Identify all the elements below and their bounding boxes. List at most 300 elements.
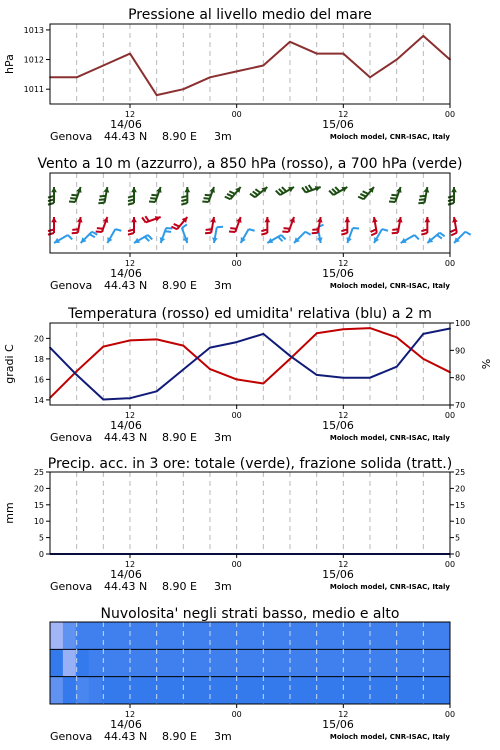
wind-barb-feather (205, 195, 211, 196)
wind-barb-feather (389, 201, 395, 202)
wind-barb-1 (128, 217, 137, 235)
wind-barb-1 (48, 217, 57, 235)
wind-barb-feather (165, 231, 171, 232)
wind-barb-2 (389, 187, 402, 202)
wind-barb-feather (332, 189, 336, 193)
precip-location-alt: 3m (214, 580, 232, 593)
temp-y-tick-label: 18 (33, 354, 44, 364)
cloud-cell (360, 677, 373, 704)
pressure-hour-label: 00 (231, 110, 242, 119)
wind-barb-1 (341, 217, 350, 235)
temp-credit: Moloch model, CNR-ISAC, Italy (329, 434, 450, 442)
temp-y-tick-label: 14 (33, 395, 44, 405)
wind-barb-feather (353, 228, 359, 229)
wind-barb-2 (329, 187, 347, 195)
wind-barb-0 (267, 235, 285, 243)
cloud-cell (347, 649, 360, 676)
cloud-cell (321, 622, 334, 649)
humidity-ylabel: % (480, 358, 493, 370)
humidity-line-point (209, 347, 211, 349)
pressure-credit: Moloch model, CNR-ISAC, Italy (329, 133, 450, 141)
wind-barb-2 (225, 187, 241, 199)
temp-day-label: 14/06 (110, 419, 142, 432)
wind-barb-1 (421, 217, 430, 235)
precip-y-tick-label: 25 (33, 468, 44, 477)
wind-barb-1 (371, 217, 378, 235)
wind-barb-feather (250, 194, 255, 198)
cloud-cell (295, 622, 308, 649)
wind-barb-feather (391, 195, 397, 196)
wind-barb-feather (371, 229, 377, 232)
pressure-ylabel: hPa (3, 54, 16, 74)
pressure-line-point (396, 59, 398, 61)
precip-hour-label: 12 (124, 560, 136, 569)
pressure-line-point (236, 71, 238, 73)
temperature-line-point (209, 368, 211, 370)
humidity-line-point (316, 374, 318, 376)
wind-barb-feather (72, 233, 78, 234)
wind-barb-2 (149, 187, 162, 202)
cloud-credit: Moloch model, CNR-ISAC, Italy (329, 733, 450, 741)
pressure-day-label: 14/06 (110, 118, 142, 131)
wind-hour-label: 00 (231, 259, 242, 268)
cloud-location-lon: 8.90 E (162, 730, 197, 743)
pressure-line-point (156, 94, 158, 96)
cloud-cell (360, 649, 373, 676)
wind-barb-feather (48, 233, 54, 235)
precip-y-tick-label: 20 (33, 484, 44, 494)
wind-barb-head (131, 217, 137, 222)
pressure-line-point (369, 76, 371, 78)
humidity-line-point (396, 366, 398, 368)
pressure-line-point (209, 76, 211, 78)
wind-barb-feather (48, 203, 54, 205)
cloud-cell (218, 677, 231, 704)
cloud-cell (127, 622, 140, 649)
wind-barb-feather (149, 201, 155, 202)
temperature-line-point (262, 383, 264, 385)
humidity-line-point (369, 377, 371, 379)
cloud-cell (63, 677, 76, 704)
precip-hour-label: 12 (338, 560, 349, 569)
precip-y-tick-label: 5 (38, 533, 44, 543)
cloud-cell (115, 649, 128, 676)
wind-barb-feather (249, 229, 255, 231)
wind-barb-feather (278, 237, 282, 241)
temperature-line-point (129, 340, 131, 342)
wind-barb-2 (202, 187, 215, 202)
cloud-location-lat: 44.43 N (104, 730, 148, 743)
humidity-line-point (422, 333, 424, 335)
precip-right-y-tick-label: 20 (455, 484, 466, 494)
temp-location-name: Genova (50, 431, 93, 444)
cloud-cell (89, 622, 102, 649)
wind-location-lat: 44.43 N (104, 279, 148, 292)
temperature-line-point (422, 358, 424, 360)
wind-barb-feather (302, 187, 306, 192)
cloud-day-label: 15/06 (322, 718, 354, 731)
cloud-cell (50, 677, 63, 704)
wind-barb-1 (451, 217, 458, 235)
cloud-cell (140, 649, 153, 676)
wind-barb-feather (217, 227, 223, 228)
wind-barb-feather (229, 231, 235, 232)
pressure-line (50, 36, 450, 95)
wind-barb-feather (69, 201, 75, 202)
pressure-line-point (422, 35, 424, 37)
wind-barb-2 (128, 187, 137, 205)
wind-barb-feather (309, 185, 313, 190)
wind-barb-feather (142, 217, 146, 222)
wind-barb-0 (54, 235, 72, 243)
cloud-cell (166, 649, 179, 676)
cloud-cell (308, 677, 321, 704)
wind-barb-feather (71, 195, 77, 196)
pressure-line-point (262, 65, 264, 67)
pressure-line-point (76, 76, 78, 78)
wind-barb-feather (174, 224, 180, 227)
humidity-y-tick-label: 80 (455, 373, 466, 383)
wind-barb-feather (448, 203, 454, 205)
humidity-y-tick-label: 100 (455, 319, 471, 328)
humidity-line-point (182, 369, 184, 371)
temp-day-label: 15/06 (322, 419, 354, 432)
cloud-cell (282, 649, 295, 676)
wind-barb-feather (128, 233, 134, 235)
cloud-cell (295, 677, 308, 704)
wind-barb-1 (229, 217, 242, 232)
temp-ylabel: gradi C (3, 344, 16, 384)
wind-barb-0 (182, 224, 188, 243)
humidity-line-point (289, 355, 291, 357)
wind-barb-1 (96, 217, 109, 232)
cloud-cell (347, 677, 360, 704)
cloud-title: Nuvolosita' negli strati basso, medio e alto (100, 606, 400, 622)
cloud-cell (269, 649, 282, 676)
wind-barb-feather (98, 203, 104, 204)
wind-hour-label: 12 (124, 259, 136, 268)
wind-barb-feather (465, 232, 470, 235)
cloud-cell (205, 649, 218, 676)
wind-barb-head (131, 187, 137, 192)
cloud-cell (347, 622, 360, 649)
cloud-day-label: 14/06 (110, 718, 142, 731)
wind-barb-feather (382, 229, 388, 231)
cloud-cell (153, 622, 166, 649)
precip-location-name: Genova (50, 580, 93, 593)
cloud-hour-label: 00 (231, 710, 242, 719)
precip-y-tick-label: 15 (33, 500, 44, 510)
cloud-cell (127, 677, 140, 704)
temp-hour-label: 12 (338, 411, 349, 420)
cloud-cell (373, 622, 386, 649)
cloud-cell (115, 622, 128, 649)
humidity-line-point (76, 374, 78, 376)
wind-barb-head (264, 217, 270, 222)
cloud-cell (166, 622, 179, 649)
wind-barb-feather (341, 233, 347, 235)
wind-barb-0 (241, 229, 255, 243)
cloud-cell (140, 622, 153, 649)
cloud-cell (308, 622, 321, 649)
precip-frame (50, 472, 450, 554)
cloud-cell (424, 677, 437, 704)
wind-barb-feather (99, 199, 105, 200)
temp-location-lon: 8.90 E (162, 431, 197, 444)
pressure-location-lon: 8.90 E (162, 130, 197, 143)
cloud-cell (127, 649, 140, 676)
wind-barb-feather (68, 235, 72, 239)
wind-barb-feather (225, 197, 231, 200)
pressure-location-alt: 3m (214, 130, 232, 143)
cloud-cell (411, 622, 424, 649)
temperature-line-point (236, 378, 238, 380)
precip-title: Precip. acc. in 3 ore: totale (verde), frazione solida (tratt.) (47, 456, 453, 472)
cloud-cell (63, 622, 76, 649)
wind-barb-feather (276, 191, 280, 195)
wind-barb-feather (151, 195, 157, 196)
precip-y-tick-label: 10 (33, 517, 44, 527)
cloud-cell (411, 677, 424, 704)
wind-barb-feather (335, 187, 339, 191)
temp-y-tick-label: 20 (33, 334, 44, 344)
cloud-location-alt: 3m (214, 730, 232, 743)
cloud-cell (63, 649, 76, 676)
wind-barb-feather (440, 233, 445, 237)
wind-hour-label: 00 (444, 259, 456, 268)
wind-day-label: 14/06 (110, 267, 142, 280)
precip-right-y-tick-label: 0 (455, 550, 461, 559)
precip-day-label: 15/06 (322, 568, 354, 581)
cloud-cell (398, 649, 411, 676)
wind-barb-feather (89, 234, 94, 237)
cloud-cell (244, 622, 257, 649)
cloud-location-name: Genova (50, 730, 93, 743)
wind-barb-feather (329, 191, 333, 195)
cloud-cell (50, 649, 63, 676)
temperature-line-point (316, 332, 318, 334)
wind-barb-0 (427, 233, 444, 243)
wind-barb-feather (305, 232, 310, 235)
pressure-y-tick-label: 1012 (23, 55, 44, 65)
temp-hour-label: 00 (231, 411, 242, 420)
wind-location-lon: 8.90 E (162, 279, 197, 292)
cloud-cell (192, 677, 205, 704)
wind-barb-feather (392, 229, 398, 230)
wind-barb-1 (171, 217, 187, 229)
cloud-cell (437, 677, 450, 704)
precip-y-tick-label: 0 (38, 550, 44, 559)
cloud-cell (360, 622, 373, 649)
cloud-cell (295, 649, 308, 676)
pressure-line-point (102, 65, 104, 67)
cloud-cell (192, 649, 205, 676)
precip-right-y-tick-label: 25 (455, 468, 466, 477)
cloud-cell (231, 677, 244, 704)
wind-barb-feather (182, 224, 187, 228)
wind-barb-0 (134, 235, 152, 243)
wind-title: Vento a 10 m (azzurro), a 850 hPa (rosso), a 700 hPa (verde) (37, 156, 463, 172)
wind-barb-0 (212, 227, 223, 243)
cloud-cell (153, 677, 166, 704)
wind-barb-feather (305, 186, 309, 191)
cloud-cell (334, 677, 347, 704)
wind-barb-0 (160, 228, 173, 243)
cloud-cell (282, 677, 295, 704)
precip-right-y-tick-label: 5 (455, 533, 461, 543)
cloud-cell (166, 677, 179, 704)
cloud-cell (205, 622, 218, 649)
wind-barb-feather (360, 194, 366, 197)
temperature-line-point (289, 358, 291, 360)
wind-barb-2 (48, 187, 57, 205)
cloud-cell (218, 649, 231, 676)
wind-barb-feather (229, 191, 235, 194)
wind-barb-feather (451, 233, 457, 236)
temperature-line-point (102, 346, 104, 348)
pressure-y-tick-label: 1013 (23, 25, 44, 35)
wind-barb-feather (145, 216, 149, 221)
wind-barb-feather (72, 229, 78, 230)
temp-hour-label: 00 (444, 411, 456, 420)
temp-hour-label: 12 (124, 411, 136, 420)
humidity-line-point (102, 399, 104, 401)
precip-right-y-tick-label: 15 (455, 500, 466, 510)
wind-barb-feather (202, 201, 208, 202)
wind-barb-0 (294, 232, 311, 243)
humidity-line-point (342, 377, 344, 379)
cloud-cell (244, 649, 257, 676)
wind-barb-feather (70, 198, 76, 199)
humidity-line-point (262, 333, 264, 335)
cloud-cell (76, 677, 89, 704)
humidity-line-point (236, 341, 238, 343)
wind-barb-feather (390, 198, 396, 199)
precip-day-label: 14/06 (110, 568, 142, 581)
wind-barb-feather (358, 197, 364, 200)
cloud-cell (373, 649, 386, 676)
wind-barb-feather (421, 233, 427, 235)
cloud-hour-label: 12 (124, 710, 136, 719)
cloud-cell (321, 649, 334, 676)
temperature-line-point (76, 370, 78, 372)
pressure-line-point (182, 88, 184, 90)
wind-barb-feather (115, 229, 121, 231)
wind-barb-0 (107, 229, 121, 243)
cloud-cell (179, 649, 192, 676)
wind-barb-feather (253, 191, 258, 195)
wind-barb-2 (250, 187, 267, 197)
cloud-cell (411, 649, 424, 676)
wind-barb-feather (230, 228, 236, 229)
cloud-cell (334, 622, 347, 649)
wind-barb-head (51, 187, 57, 192)
wind-barb-1 (261, 217, 270, 235)
cloud-cell (50, 622, 63, 649)
precip-hour-label: 00 (444, 560, 456, 569)
wind-barb-feather (227, 194, 233, 197)
wind-barb-head (51, 217, 57, 222)
wind-barb-feather (205, 233, 211, 234)
cloud-cell (153, 649, 166, 676)
wind-barb-head (424, 217, 430, 222)
wind-barb-feather (419, 199, 425, 200)
cloud-cell (269, 622, 282, 649)
cloud-cell (398, 622, 411, 649)
humidity-y-tick-label: 70 (455, 401, 466, 410)
wind-barb-feather (145, 237, 149, 241)
pressure-hour-label: 00 (444, 110, 456, 119)
cloud-hour-label: 00 (444, 710, 456, 719)
temp-title: Temperatura (rosso) ed umidita' relativa (blu) a 2 m (68, 306, 432, 322)
wind-barb-feather (100, 196, 106, 197)
cloud-cell (244, 677, 257, 704)
pressure-hour-label: 12 (124, 110, 136, 119)
cloud-cell (140, 677, 153, 704)
wind-barb-feather (418, 203, 424, 204)
wind-barb-head (451, 187, 457, 192)
wind-barb-feather (282, 187, 286, 191)
cloud-cell (334, 649, 347, 676)
wind-barb-2 (69, 187, 82, 202)
cloud-cell (321, 677, 334, 704)
wind-credit: Moloch model, CNR-ISAC, Italy (329, 282, 450, 290)
temperature-line-point (342, 328, 344, 330)
temp-location-lat: 44.43 N (104, 431, 148, 444)
wind-barb-2 (302, 185, 321, 192)
wind-barb-feather (128, 203, 134, 205)
wind-barb-0 (81, 232, 98, 243)
wind-barb-2 (448, 187, 457, 205)
temperature-line-point (156, 339, 158, 341)
cloud-cell (179, 677, 192, 704)
wind-barb-2 (276, 187, 294, 195)
pressure-day-label: 15/06 (322, 118, 354, 131)
precip-right-y-tick-label: 10 (455, 517, 466, 527)
wind-barb-feather (279, 189, 283, 193)
cloud-cell (424, 622, 437, 649)
wind-barb-feather (150, 198, 156, 199)
pressure-line-point (316, 53, 318, 55)
cloud-cell (231, 622, 244, 649)
precip-credit: Moloch model, CNR-ISAC, Italy (329, 583, 450, 591)
cloud-cell (373, 677, 386, 704)
temperature-line-point (369, 327, 371, 329)
temp-location-alt: 3m (214, 431, 232, 444)
wind-barb-feather (371, 233, 377, 236)
cloud-cell (308, 649, 321, 676)
cloud-cell (269, 677, 282, 704)
wind-barb-2 (358, 187, 374, 199)
cloud-cell (179, 622, 192, 649)
temperature-line-point (182, 345, 184, 347)
wind-barb-feather (282, 231, 288, 232)
cloud-cell (231, 649, 244, 676)
wind-hour-label: 12 (338, 259, 349, 268)
wind-barb-feather (437, 235, 442, 239)
wind-barb-feather (451, 229, 457, 232)
wind-day-label: 15/06 (322, 267, 354, 280)
pressure-location-name: Genova (50, 130, 93, 143)
pressure-line-point (289, 41, 291, 43)
wind-barb-0 (401, 235, 419, 243)
wind-barb-1 (282, 217, 295, 232)
wind-barb-1 (142, 216, 161, 222)
pressure-location-lat: 44.43 N (104, 130, 148, 143)
wind-barb-feather (281, 235, 285, 239)
wind-barb-feather (255, 189, 260, 193)
cloud-cell (89, 649, 102, 676)
